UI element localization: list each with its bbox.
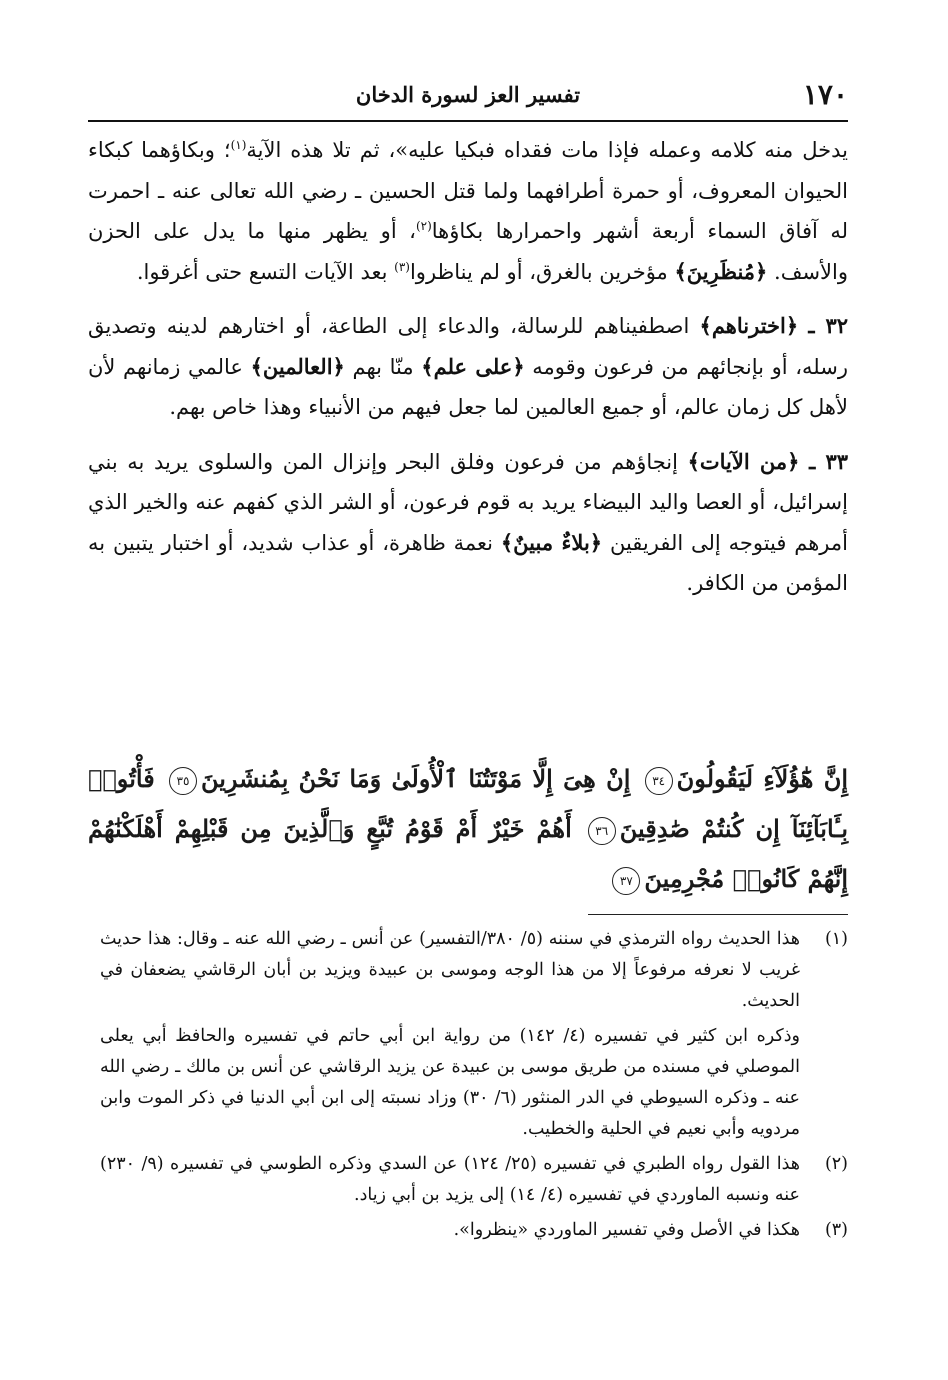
footnote-3 [100, 1215, 848, 1246]
verse-34: إِنَّ هَٰٓؤُلَآءِ لَيَقُولُونَ [676, 764, 849, 793]
footnote-ref-3: (٣) [394, 259, 410, 274]
text-run: اصطفيناهم للرسالة، والدعاء إلى الطاعة، أو اختارهم لدينه وتصديق رسله، أو بإنجائهم من فرعون وقومه [88, 314, 848, 379]
quranic-keyword: ﴿مُنظَرِينَ﴾ [674, 258, 768, 284]
footnote-number: (٢) [824, 1154, 848, 1174]
footnote-divider [588, 914, 848, 915]
footnote-text: هكذا في الأصل وفي تفسير الماوردي «ينظروا». [453, 1220, 800, 1240]
footnote-text: وذكره ابن كثير في تفسيره (٤/ ١٤٢) من رواية ابن أبي حاتم في تفسيره والحافظ أبي يعلى الموصلي في مسنده من طريق موسى بن عبيدة عن يزيد الرقاشي عن أنس بن مالك ـ رضي الله عنه ـ وذكره السيوطي في الدر المنثور (٦/ ٣٠) وزاد نسبته إلى ابن أبي الدنيا في ذكر الموت وابن مردويه وأبي نعيم في الحلية والخطيب. [100, 1026, 800, 1139]
ayah-end-marker: ٣٧ [612, 867, 640, 895]
footnote-2 [100, 1149, 848, 1211]
ayah-end-marker: ٣٤ [645, 767, 673, 795]
verse-35: إِنْ هِىَ إِلَّا مَوْتَتُنَا ٱلْأُولَىٰ وَمَا نَحْنُ بِمُنشَرِينَ [200, 764, 631, 793]
quran-verses [88, 754, 848, 904]
footnote-ref-1: (١) [230, 138, 247, 152]
paragraph-3 [88, 442, 848, 604]
verse-number: ٣٢ ـ [808, 313, 848, 338]
footnote-1 [100, 924, 848, 1145]
footnote-text: هذا الحديث رواه الترمذي في سننه (٥/ ٣٨٠/التفسير) عن أنس ـ رضي الله عنه ـ وقال: هذا حديث غريب لا نعرفه مرفوعاً إلا من هذا الوجه وموسى بن عبيدة ويزيد بن أبان الرقاشي يضعفان في الحديث. [100, 929, 800, 1011]
page-number: ١٧٠ [802, 78, 848, 111]
verse-number: ٣٣ ـ [809, 448, 848, 474]
text-run: يدخل منه كلامه وعمله فإذا مات فقداه فبكيا عليه»، ثم تلا هذه الآية [246, 138, 848, 162]
ayah-end-marker: ٣٥ [169, 767, 197, 795]
text-run: إنجاؤهم من فرعون وفلق البحر وإنزال المن والسلوى يريد به بني إسرائيل، أو العصا واليد البيضاء يريد به قوم فرعون، أو الشر الذي كفهم عنه والخير الذي أمرهم فيتوجه إلى الفريقين [88, 449, 848, 555]
ayah-end-marker: ٣٦ [588, 817, 616, 845]
paragraph-2 [88, 306, 848, 428]
commentary-text [88, 130, 848, 604]
quranic-keyword: ﴿بلاءٌ مبينٌ﴾ [500, 529, 603, 555]
text-run: ، أو يظهر منها ما يدل على الحزن والأسف. [88, 219, 848, 284]
page-header [88, 78, 848, 122]
running-title: تفسير العز لسورة الدخان [355, 82, 581, 107]
text-run: بعد الآيات التسع حتى أغرقوا. [136, 259, 388, 284]
footnotes [100, 924, 848, 1246]
text-run: ؛ وبكاؤهما كبكاء الحيوان المعروف، أو حمرة أطرافهما ولما قتل الحسين ـ رضي الله تعالى عنه ـ احمرت له آفاق السماء أربعة أشهر واحمرارها بكاؤها [88, 138, 848, 243]
verse-37: أَهُمْ خَيْرٌ أَمْ قَوْمُ تُبَّعٍ وَٱلَّذِينَ مِن قَبْلِهِمْ أَهْلَكْنَٰهُمْ إِنَّهُمْ كَانُوا۟ مُجْرِمِينَ [88, 814, 848, 893]
footnote-number: (٣) [824, 1220, 848, 1240]
quranic-keyword: ﴿من الآيات﴾ [687, 448, 800, 474]
quranic-keyword: ﴿العالمين﴾ [250, 353, 345, 379]
text-run: عالمي زمانهم لأن لأهل كل زمان عالم، أو جميع العالمين لما جعل فيهم من الأنبياء وهذا خاص بهم. [88, 354, 848, 419]
text-run: منّا بهم [352, 354, 414, 379]
paragraph-1 [88, 130, 848, 292]
footnote-ref-2: (٢) [415, 219, 432, 233]
text-run: نعمة ظاهرة، أو عذاب شديد، أو اختبار يتبين به المؤمن من الكافر. [88, 530, 848, 595]
quranic-keyword: ﴿اخترناهم﴾ [699, 313, 799, 338]
verse-36: فَأْتُوا۟ بِـَٔابَآئِنَآ إِن كُنتُمْ صَٰدِقِينَ [88, 764, 849, 843]
footnote-text: هذا القول رواه الطبري في تفسيره (٢٥/ ١٢٤) عن السدي وذكره الطوسي في تفسيره (٩/ ٢٣٠) عنه ونسبه الماوردي في تفسيره (٤/ ١٤) إلى يزيد بن أبي زياد. [100, 1154, 800, 1205]
text-run: مؤخرين بالغرق، أو لم يناظروا [409, 259, 668, 284]
footnote-number: (١) [824, 929, 848, 949]
quranic-keyword: ﴿على علم﴾ [421, 353, 525, 379]
